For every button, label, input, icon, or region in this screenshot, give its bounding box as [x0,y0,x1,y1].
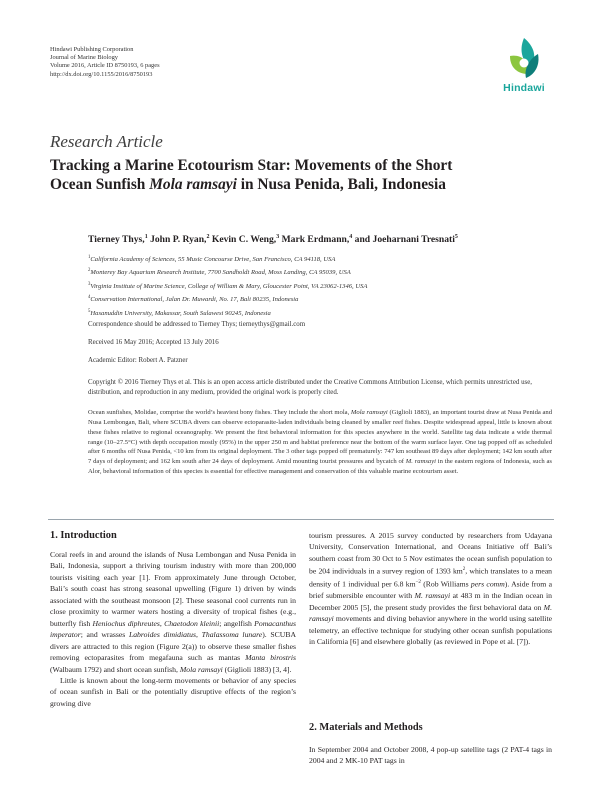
methods-heading: 2. Materials and Methods [309,722,423,733]
right-column [309,530,552,648]
author: and Joeharnani Tresnati$^5$ [352,234,458,246]
article-title [50,156,560,194]
paragraph: In September 2004 and October 2008, 4 pop-up satellite tags (2 PAT-4 tags in 2004 and 2 MK-10 PAT tags in [309,745,552,766]
section-divider [48,519,554,520]
dates: Received 16 May 2016; Accepted 13 July 2016 [88,339,219,346]
hindawi-logo [496,36,552,94]
academic-editor: Academic Editor: Robert A. Patzner [88,357,188,364]
volume-line: Volume 2016, Article ID 8750193, 6 pages [50,62,160,70]
title-line-1: Tracking a Marine Ecotourism Star: Movements of the Short [50,157,453,174]
author: Kevin C. Weng,$^3$ [209,234,280,246]
author: Mark Erdmann,$^4$ [279,234,353,246]
abstract: Ocean sunfishes, Molidae, comprise the world’s heaviest bony fishes. They include the short mola, Mola ramsayi (Giglioli 1883), an important tourist draw at Nusa Penida and Nusa Lembongan, Bali, where SCUBA divers can observe ectoparasite-laden individuals being cleaned by smaller reef fishes. Despite widespread appeal, little is known about these fishes relative to regional oceanography. We present the first behavioral information for this species anywhere in the world. Satellite tag data indicate a wide thermal range (10–27.5°C) with depth occupation mostly (95%) in the upper 250 m and habitat preference near the bottom of the warm surface layer. One tag popped off as scheduled after 6 months off Nusa Penida, <10 km from its original deployment. The 3 other tags popped off prematurely: 747 km southeast 89 days after deployment; 142 km south after 7 days of deployment; and 162 km south after 24 days of deployment. Amid mounting tourist pressures and bycatch of M. ramsayi in the eastern regions of Indonesia, such as Alor, behavioral information of this species is essential for effective management and conservation of this valuable marine ecotourism asset. [88,409,552,476]
affiliation: $^2$Monterey Bay Aquarium Research Institute, 7700 Sandholdt Road, Moss Landing, CA 95039, USA [88,268,351,277]
species-name: Mola ramsayi [149,176,237,193]
author-list [88,234,458,245]
correspondence: Correspondence should be addressed to Tierney Thys; tierneythys@gmail.com [88,321,306,328]
left-column [50,549,296,709]
hindawi-logo-text: Hindawi [503,82,545,94]
journal-info [50,46,160,79]
doi-link[interactable]: http://dx.doi.org/10.1155/2016/8750193 [50,70,153,78]
affiliation: $^4$Conservation International, Jalan Dr. Muwardi, No. 17, Bali 80235, Indonesia [88,295,299,304]
author: John P. Ryan,$^2$ [147,234,210,246]
right-column-continued [309,744,552,767]
author: Tierney Thys,$^1$ [88,234,148,246]
paragraph: tourism pressures. A 2015 survey conducted by researchers from Udayana University, Conservation International, and Oceans Initiative off Bali’s southern coast from 30 Oct to 5 Nov estimates the ocean sunfish population to be 204 individuals in a survey region of 1393 $km^2$, which translates to a mean density of 1 individual per 6.8 $km^{-2}$ (Rob Williams pers comm). Aside from a brief submersible encounter with M. ramsayi at 483 m in the Indian ocean in December 2005 [5], the present study provides the first behavioral data on M. ramsayi movements and diving behavior anywhere in the world using satellite telemetry, an effective technique for studying other ocean sunfish populations in California [6] and elsewhere globally (as reviewed in Pope et al. [7]). [309,531,552,647]
affiliation: $^3$Virginia Institute of Marine Science, College of William & Mary, Gloucester Point, VA 23062-1346, USA [88,281,368,291]
affiliations [88,252,367,319]
paragraph: Coral reefs in and around the islands of Nusa Lembongan and Nusa Penida in Bali, Indonesia, support a thriving tourism industry with more than 200,000 tourists visiting each year [1]. From approximately June through October, Bali’s south coast has strong seasonal upwelling (Figure 1) driven by winds associated with the southeast monsoon [2]. These seasonal cool currents run in close proximity to warmer waters hosting a diversity of tropical fishes (e.g., butterfly fish Heniochus diphreutes, Chaetodon kleinii; angelfish Pomacanthus imperator; and wrasses Labroides dimidiatus, Thalassoma lunare). SCUBA divers are attracted to this region (Figure 2(a)) to observe these smaller fishes removing ectoparasites from megafauna such as mantas Manta birostris (Walbaum 1792) and short ocean sunfish, Mola ramsayi (Giglioli 1883) [3, 4]. [50,550,297,674]
affiliation: $^5$Hasanuddin University, Makassar, South Sulawesi 90245, Indonesia [88,308,271,318]
copyright: Copyright © 2016 Tierney Thys et al. This is an open access article distributed under the Creative Commons Attribution License, which permits unrestricted use, distribution, and reproduction in any medium, provided the original work is properly cited. [88,379,532,396]
paragraph: Little is known about the long-term movements or behavior of any species of ocean sunfish in Bali or the potentially disruptive effects of the region’s growing dive [50,675,296,708]
article-type: Research Article [50,132,163,151]
title-line-2: Ocean Sunfish Mola ramsayi in Nusa Penida, Bali, Indonesia [50,176,446,193]
introduction-heading: 1. Introduction [50,530,117,541]
journal-name: Journal of Marine Biology [50,54,118,62]
hindawi-logo-icon [504,36,544,84]
affiliation: $^1$California Academy of Sciences, 55 Music Concourse Drive, San Francisco, CA 94118, USA [88,255,336,264]
publisher-line: Hindawi Publishing Corporation [50,46,134,53]
